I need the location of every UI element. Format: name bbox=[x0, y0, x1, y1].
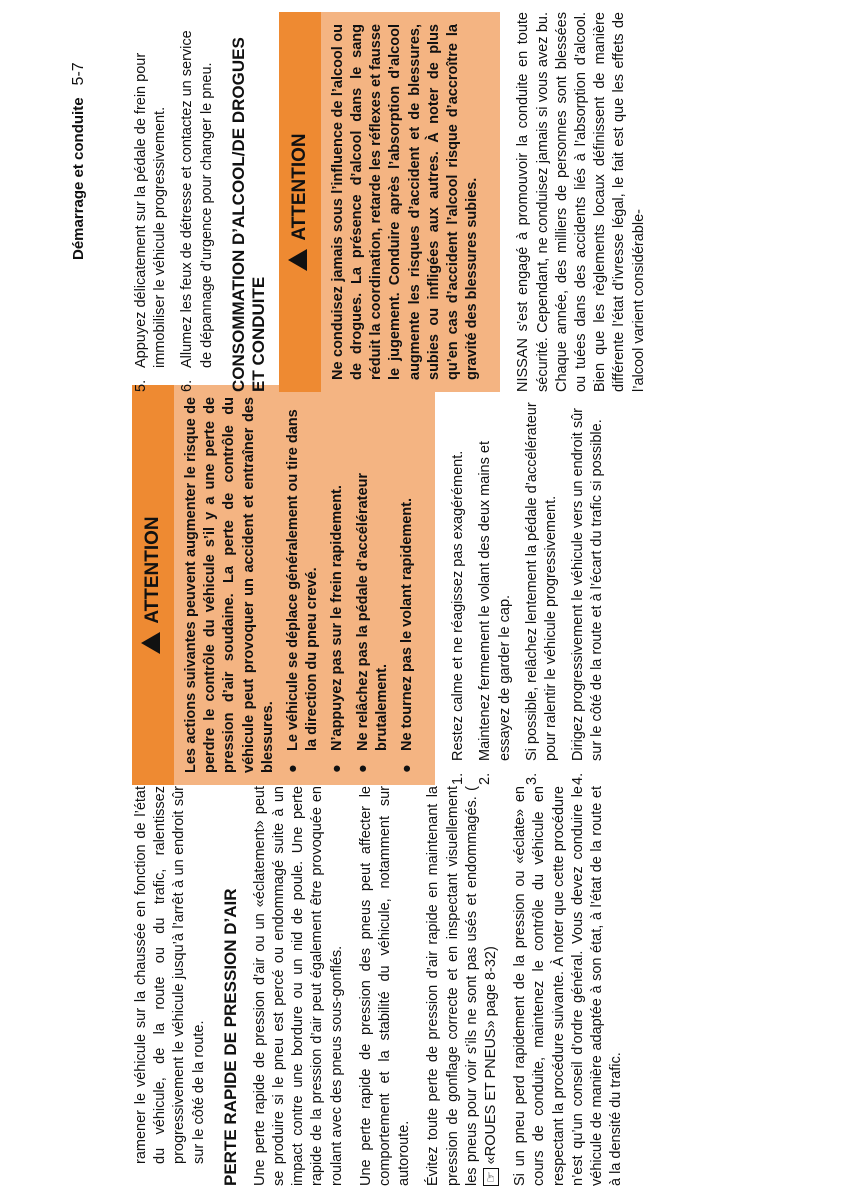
warning-bullet bbox=[354, 397, 392, 773]
step-text: Appuyez délicatement sur la pédale de frein pour immobiliser le véhicule progressivement. bbox=[133, 52, 169, 368]
step-text: Si possible, relâchez lentement la pédale d’accélérateur pour ralentir le véhicule progressivement. bbox=[523, 402, 560, 761]
paragraph: Une perte rapide de pression des pneus peut affecter le comportement et la stabilité du véhicule, notamment sur autoroute. bbox=[357, 786, 413, 1186]
step-text: Dirigez progressivement le véhicule vers un endroit sûr sur le côté de la route et à l’écart du trafic si possible. bbox=[570, 408, 606, 761]
warning-body bbox=[329, 12, 483, 392]
bullet-icon: ● bbox=[354, 764, 371, 773]
warning-triangle-icon bbox=[288, 249, 307, 271]
warning-bullet bbox=[398, 397, 417, 773]
column-left bbox=[132, 786, 636, 1186]
page-reference-icon: ☞ bbox=[483, 1168, 499, 1186]
column-middle bbox=[132, 385, 616, 785]
step-item bbox=[523, 385, 561, 785]
warning-triangle-icon bbox=[141, 632, 160, 654]
page-number: 5-7 bbox=[70, 62, 87, 86]
step-number: 3. bbox=[523, 772, 540, 785]
footer-section-title: Démarrage et conduite bbox=[70, 97, 87, 260]
step-number: 5. bbox=[133, 379, 149, 392]
bullet-icon: ● bbox=[399, 764, 416, 773]
paragraph-with-reference bbox=[424, 786, 501, 1186]
warning-box-tire bbox=[132, 385, 435, 785]
step-item bbox=[476, 385, 514, 785]
warning-box-alcohol bbox=[279, 12, 501, 392]
step-text: Allumez les feux de détresse et contactez un service de dépannage d’urgence pour changer le pneu. bbox=[179, 30, 215, 368]
step-text: Maintenez fermement le volant des deux mains et essayez de garder le cap. bbox=[477, 441, 513, 761]
warning-intro: Les actions suivantes peuvent augmenter le risque de perdre le contrôle du véhicule s’il y a une perte de pression d’air soudaine. La perte de contrôle du véhicule peut provoquer un accident et entraîner des blessures. bbox=[183, 397, 276, 773]
paragraph: Si un pneu perd rapidement de la pression ou «éclate» en cours de conduite, maintenez le contrôle du véhicule en respectant la procédure suivante. À noter que cette procédure n’est qu’un conseil d’ordre général. Vous devez conduire le véhicule de manière adaptée à son état, à l’état de la route et à la densité du trafic. bbox=[512, 786, 625, 1186]
step-item bbox=[132, 12, 170, 392]
section-heading-alcohol: CONSOMMATION D’ALCOOL/DE DROGUES ET CONDUITE bbox=[228, 37, 268, 392]
warning-body bbox=[182, 385, 417, 785]
warning-bullet-text: N’appuyez pas sur le frein rapidement. bbox=[329, 485, 346, 751]
step-number: 1. bbox=[450, 772, 467, 785]
warning-title: ATTENTION bbox=[142, 516, 163, 624]
paragraph: NISSAN s’est engagé à promouvoir la conduite en toute sécurité. Cependant, ne conduisez jamais si vous avez bu. Chaque année, des milliers de personnes sont blessées ou tuées dans des accidents liés à l’absorption d’alcool. Bien que les règlements locaux définissent de manière différente l’état d’ivresse légal, le fait est que les effets de l’alcool varient considérable- bbox=[515, 12, 647, 392]
warning-bullet bbox=[284, 397, 322, 773]
paragraph: Une perte rapide de pression d’air ou un «éclatement» peut se produire si le pneu est percé ou endommagé suite à un impact contre une bordure ou un nid de poule. Une perte rapide de la pression d’air peut également être provoquée en roulant avec des pneus sous-gonflés. bbox=[251, 786, 345, 1186]
continued-paragraph: ramener le véhicule sur la chaussée en fonction de l’état du véhicule, de la route ou du trafic, ralentissez progressivement le véhicule jusqu’à l’arrêt à un endroit sûr sur le côté de la route. bbox=[133, 786, 207, 1164]
warning-bullet-text: Le véhicule se déplace généralement ou tire dans la direction du pneu crevé. bbox=[285, 409, 321, 751]
warning-bullet-text: Ne relâchez pas la pédale d’accélérateur brutalement. bbox=[354, 472, 390, 751]
warning-bullet-text: Ne tournez pas le volant rapidement. bbox=[399, 498, 416, 751]
warning-text: Ne conduisez jamais sous l’influence de l’alcool ou de drogues. La présence d’alcool dans le sang réduit la coordination, retarde les réflexes et fausse le jugement. Conduire après l’absorption d’alcool augmente les risques d’accident et de blessures, subies ou infligées aux autres. À noter de plus qu’en cas d’accident l’alcool risque d’accroître la gravité des blessures subies. bbox=[329, 24, 481, 380]
step-number: 2. bbox=[477, 772, 494, 785]
warning-bullet bbox=[328, 397, 347, 773]
step-text: Restez calme et ne réagissez pas exagérément. bbox=[450, 450, 467, 761]
bullet-icon: ● bbox=[285, 764, 302, 773]
step-number: 4. bbox=[570, 772, 587, 785]
paragraph-text: Évitez toute perte de pression d’air rapide en maintenant la pression de gonflage correcte et en inspectant visuellement les pneus pour voir s’ils ne sont pas usés et endommagés. ( bbox=[425, 786, 480, 1186]
step-item bbox=[178, 12, 216, 392]
column-right bbox=[132, 12, 659, 392]
page-footer bbox=[70, 62, 88, 260]
warning-header bbox=[132, 385, 174, 785]
page-reference-text: «ROUES ET PNEUS» page 8-32) bbox=[483, 946, 500, 1169]
step-number: 6. bbox=[179, 379, 196, 392]
warning-header bbox=[279, 12, 321, 392]
step-item bbox=[449, 385, 468, 785]
step-item bbox=[569, 385, 607, 785]
procedure-steps bbox=[449, 385, 607, 785]
section-heading-tire-pressure-loss: PERTE RAPIDE DE PRESSION D’AIR bbox=[220, 888, 240, 1186]
bullet-icon: ● bbox=[329, 764, 346, 773]
procedure-steps-continued bbox=[132, 12, 217, 392]
warning-title: ATTENTION bbox=[288, 133, 310, 241]
